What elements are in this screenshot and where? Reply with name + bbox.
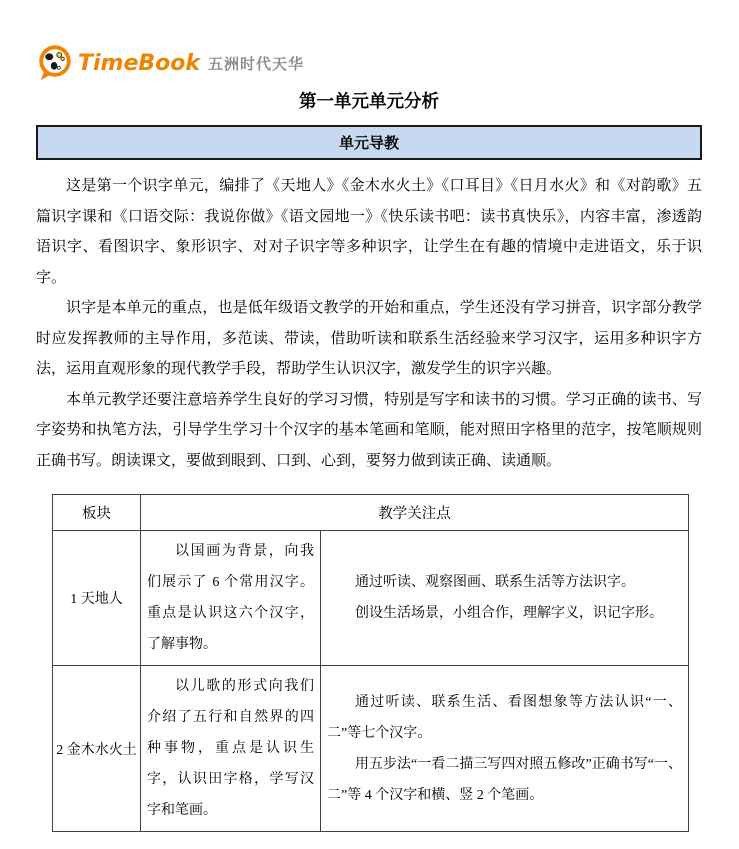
table-row-jinmushuihuotu [53,666,689,832]
focus-point: 通过听读、观察图画、联系生活等方法识字。 [355,575,635,590]
section-banner [36,125,702,160]
focus-cell [321,666,689,832]
table-row-tiandiren [53,531,689,666]
focus-point: 通过听读、联系生活、看图想象等方法认识“一、二”等七个汉字。 [327,694,682,741]
logo [36,44,702,82]
paragraph-3: 本单元教学还要注意培养学生良好的学习习惯，特别是写字和读书的习惯。学习正确的读书、写字姿势和执笔方法，引导学生学习十个汉字的基本笔画和笔顺，能对照田字格里的范字，按笔顺规则正确书写。朗读课文，要做到眼到、口到、心到，要努力做到读正确、读通顺。 [36,391,702,469]
description-cell [141,666,321,832]
focus-point: 创设生活场景，小组合作，理解字义，识记字形。 [355,606,663,621]
paragraph-2: 识字是本单元的重点，也是低年级语文教学的开始和重点，学生还没有学习拼音，识字部分教学时应发挥教师的主导作用，多范读、带读，借助听读和联系生活经验来学习汉字，运用多种识字方法，运用直观形象的现代教学手段，帮助学生认识汉字，激发学生的识字兴趣。 [36,300,702,377]
intro-paragraphs [36,171,702,476]
page-title: 第一单元单元分析 [299,91,439,111]
description-text: 以儿歌的形式向我们介绍了五行和自然界的四种事物，重点是认识生字，认识田字格，学写汉字和笔画。 [147,679,314,818]
header-module: 板块 [53,495,141,531]
focus-cell [321,531,689,666]
description-cell [141,531,321,666]
section-banner-label: 单元导教 [338,136,399,152]
focus-point: 用五步法“一看二描三写四对照五修改”正确书写“一、二”等 4 个汉字和横、竖 2 个笔画。 [327,756,682,803]
unit-analysis-table [52,494,689,832]
table-header-row [53,495,689,531]
description-text: 以国画为背景，向我们展示了 6 个常用汉字。重点是认识这六个汉字，了解事物。 [147,544,314,652]
brand-name: TimeBook [78,50,201,76]
module-cell: 1 天地人 [53,531,141,666]
header-teaching-focus: 教学关注点 [141,495,689,531]
paragraph-1: 这是第一个识字单元，编排了《天地人》《金木水火土》《口耳目》《日月水火》和《对韵歌》五篇识字课和《口语交际：我说你做》《语文园地一》《快乐读书吧：读书真快乐》，内容丰富，渗透韵语识字、看图识字、象形识字、对对子识字等多种识字，让学生在有趣的情境中走进语文，乐于识字。 [36,178,702,286]
company-name: 五洲时代天华 [208,56,305,73]
module-cell: 2 金木水火土 [53,666,141,832]
timebook-speech-bubble-icon [36,44,74,82]
